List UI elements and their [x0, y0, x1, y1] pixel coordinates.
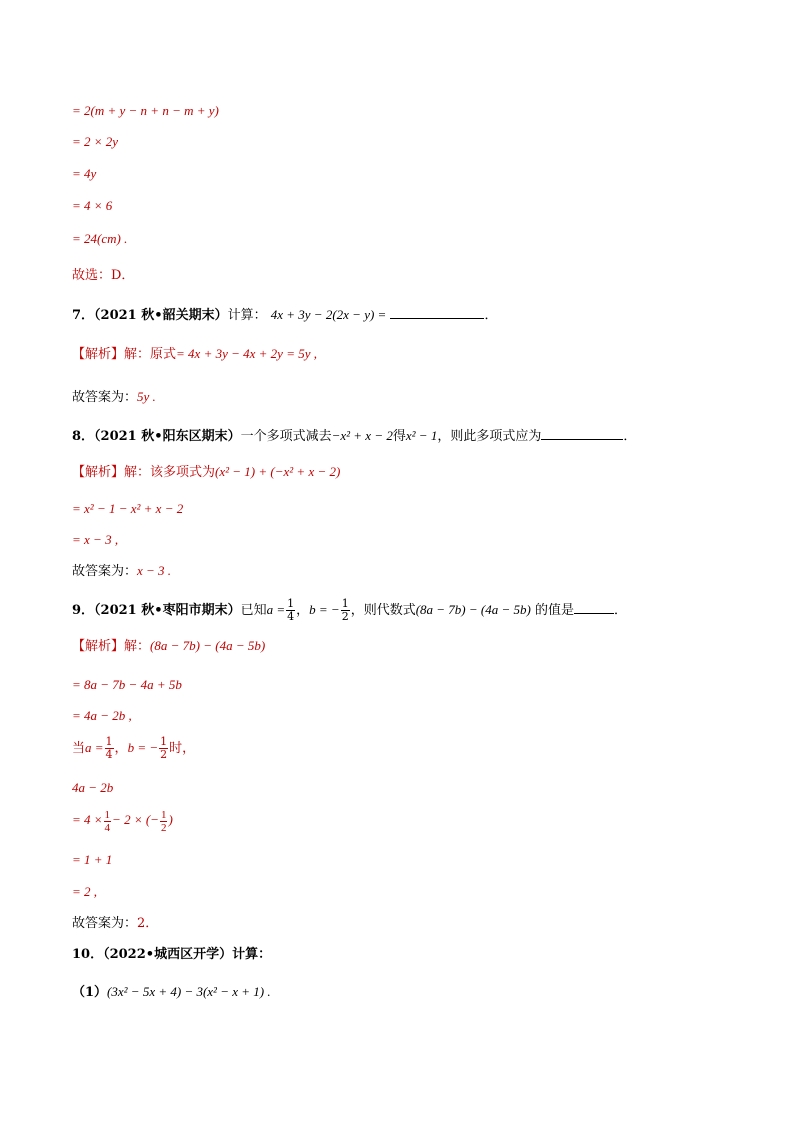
q9-step-5: = 2 , — [72, 884, 98, 899]
q7-solution-expr: = 4x + 3y − 4x + 2y = 5y , — [176, 346, 317, 361]
fraction-one-half: $\frac{1}{2}$ — [160, 808, 167, 834]
q7-solution: 【解析】解：原式= 4x + 3y − 4x + 2y = 5y , — [72, 346, 317, 362]
q8-number: 8． — [72, 429, 95, 444]
q9-step-1: = 8a − 7b − 4a + 5b — [72, 677, 182, 692]
q9-solution: 【解析】解：(8a − 7b) − (4a − 5b) — [72, 638, 266, 654]
q10-source: （2022•城西区开学） — [103, 947, 233, 962]
q8-answer-blank — [541, 427, 623, 440]
fraction-one-quarter: $\frac{1}{4}$ — [287, 597, 295, 623]
q8-step-2: = x − 3 , — [72, 532, 119, 547]
q7-question: 7．（2021 秋•韶关期末）计算： 4x + 3y − 2(2x − y) = ． — [72, 307, 498, 323]
q6-step-3: = 4y — [72, 166, 97, 181]
q8-solution-tag: 【解析】 — [72, 465, 125, 480]
q8-question: 8．（2021 秋•阳东区期末）一个多项式减去−x² + x − 2得x² − 1，则此多项式应为 ． — [72, 428, 637, 444]
q6-step-5: = 24(cm) . — [72, 231, 128, 246]
q9-step-3: = 4 × $\frac{1}{4}$ − 2 × (− $\frac{1}{2}$ ) — [72, 808, 173, 834]
q7-answer: 故答案为：5y . — [72, 389, 156, 405]
q9-source: （2021 秋•枣阳市期末） — [94, 603, 241, 618]
q9-expr-2: 4a − 2b — [72, 780, 114, 795]
fraction-one-half: $\frac{1}{2}$ — [341, 597, 349, 623]
q6-step-1: = 2(m + y − n + n − m + y) — [72, 103, 219, 118]
q8-answer: 故答案为：x − 3 . — [72, 563, 172, 579]
q6-step-4: = 4 × 6 — [72, 198, 113, 213]
q7-number: 7． — [72, 308, 95, 323]
q10-question: 10．（2022•城西区开学）计算： — [72, 947, 272, 962]
q9-answer-blank — [574, 601, 614, 614]
q9-solution-tag: 【解析】 — [72, 639, 125, 654]
q7-solution-tag: 【解析】 — [72, 347, 125, 362]
q6-choice: 故选：D． — [72, 268, 135, 283]
q9-step-2: = 4a − 2b , — [72, 708, 132, 723]
q9-answer: 故答案为：2． — [72, 916, 159, 931]
q9-substitution: 当a = $\frac{1}{4}$ ，b = − $\frac{1}{2}$ 时， — [72, 735, 196, 761]
fraction-one-quarter: $\frac{1}{4}$ — [104, 808, 111, 834]
q7-prompt: 计算： — [227, 308, 267, 323]
q7-expr: 4x + 3y − 2(2x − y) = — [270, 307, 387, 322]
q8-answer-value: x − 3 . — [137, 563, 172, 578]
q9-step-4: = 1 + 1 — [72, 852, 113, 867]
q10-part-1: （1）(3x² − 5x + 4) − 3(x² − x + 1) . — [72, 984, 271, 1000]
q7-answer-blank — [390, 306, 484, 319]
fraction-one-quarter: $\frac{1}{4}$ — [105, 735, 113, 761]
q10-part-1-expr: (3x² − 5x + 4) − 3(x² − x + 1) . — [107, 984, 271, 999]
q10-number: 10． — [72, 947, 104, 962]
q9-question: 9．（2021 秋•枣阳市期末）已知a = $\frac{1}{4}$ ，b = − $\frac{1}{2}$ ，则代数式(8a − 7b) − (4a − 5b) 的值是 ． — [72, 597, 628, 623]
q8-solution: 【解析】解：该多项式为(x² − 1) + (−x² + x − 2) — [72, 464, 341, 480]
q8-source: （2021 秋•阳东区期末） — [94, 429, 241, 444]
q6-step-2: = 2 × 2y — [72, 134, 119, 149]
q9-number: 9． — [72, 603, 95, 618]
q7-answer-value: 5y . — [137, 389, 156, 404]
q8-step-1: = x² − 1 − x² + x − 2 — [72, 501, 184, 516]
q7-source: （2021 秋•韶关期末） — [94, 308, 228, 323]
fraction-one-half: $\frac{1}{2}$ — [160, 735, 168, 761]
q9-answer-value: 2． — [137, 916, 159, 931]
